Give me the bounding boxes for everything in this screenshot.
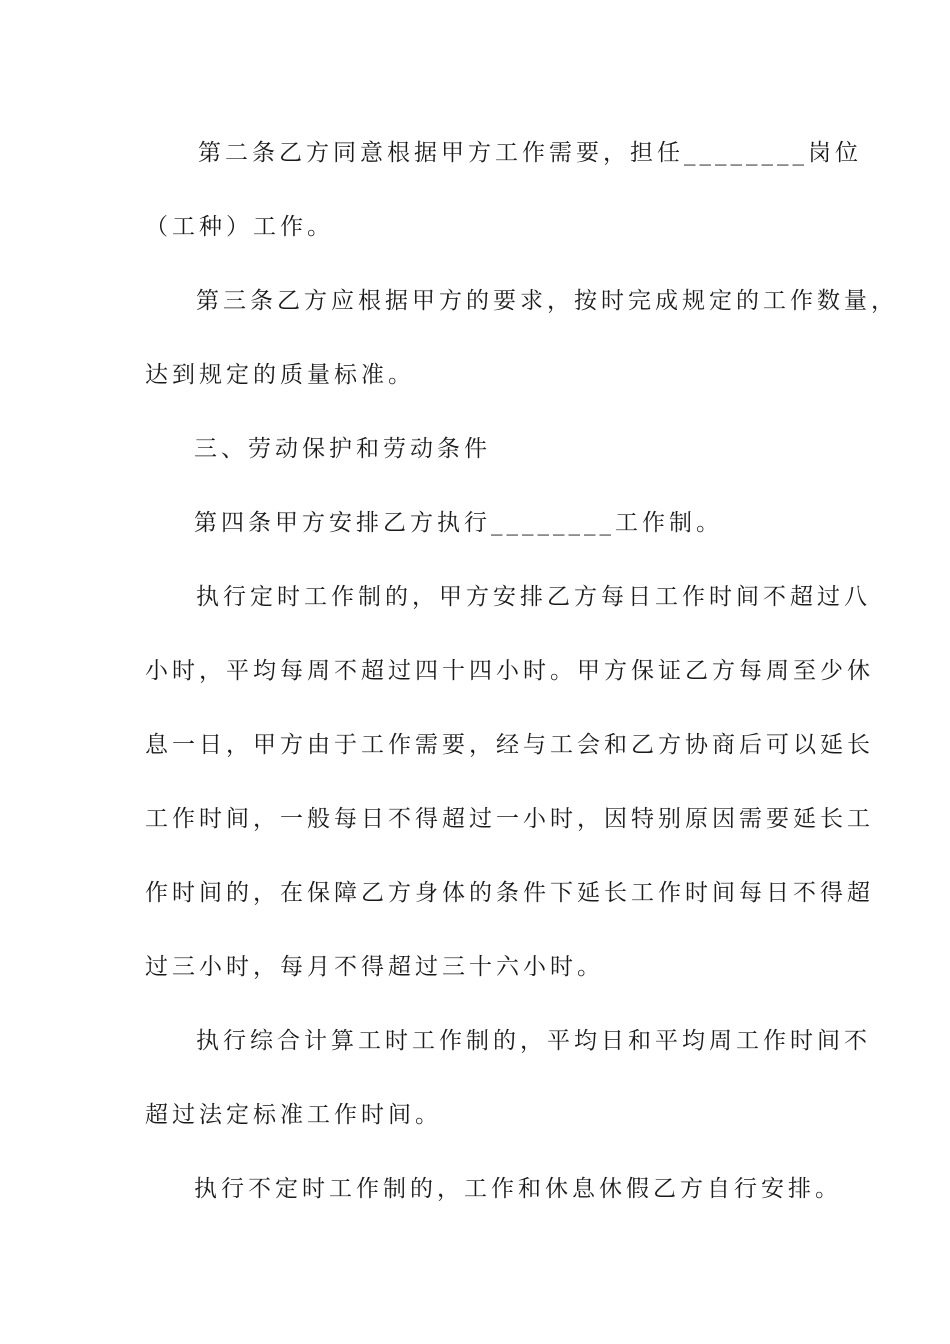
comprehensive-hours-line-1: 执行综合计算工时工作制的，平均日和平均周工作时间不 <box>196 1028 871 1054</box>
fixed-hours-line-2: 小时，平均每周不超过四十四小时。甲方保证乙方每周至少休 <box>145 658 874 684</box>
section-heading: 三、劳动保护和劳动条件 <box>194 436 491 462</box>
article-4-line-1: 第四条甲方安排乙方执行________工作制。 <box>194 510 723 536</box>
fixed-hours-line-1: 执行定时工作制的，甲方安排乙方每日工作时间不超过八 <box>196 584 871 610</box>
fixed-hours-line-6: 过三小时，每月不得超过三十六小时。 <box>145 954 604 980</box>
comprehensive-hours-line-2: 超过法定标准工作时间。 <box>145 1102 442 1128</box>
article-2-line-2: （工种）工作。 <box>145 214 334 240</box>
article-3-line-1: 第三条乙方应根据甲方的要求，按时完成规定的工作数量， <box>196 288 898 314</box>
article-2-line-1: 第二条乙方同意根据甲方工作需要，担任________岗位 <box>198 140 862 166</box>
fixed-hours-line-5: 作时间的，在保障乙方身体的条件下延长工作时间每日不得超 <box>145 880 874 906</box>
fixed-hours-line-3: 息一日，甲方由于工作需要，经与工会和乙方协商后可以延长 <box>145 732 874 758</box>
fixed-hours-line-4: 工作时间，一般每日不得超过一小时，因特别原因需要延长工 <box>145 806 874 832</box>
article-3-line-2: 达到规定的质量标准。 <box>145 362 415 388</box>
flexible-hours-line-1: 执行不定时工作制的，工作和休息休假乙方自行安排。 <box>194 1176 842 1202</box>
